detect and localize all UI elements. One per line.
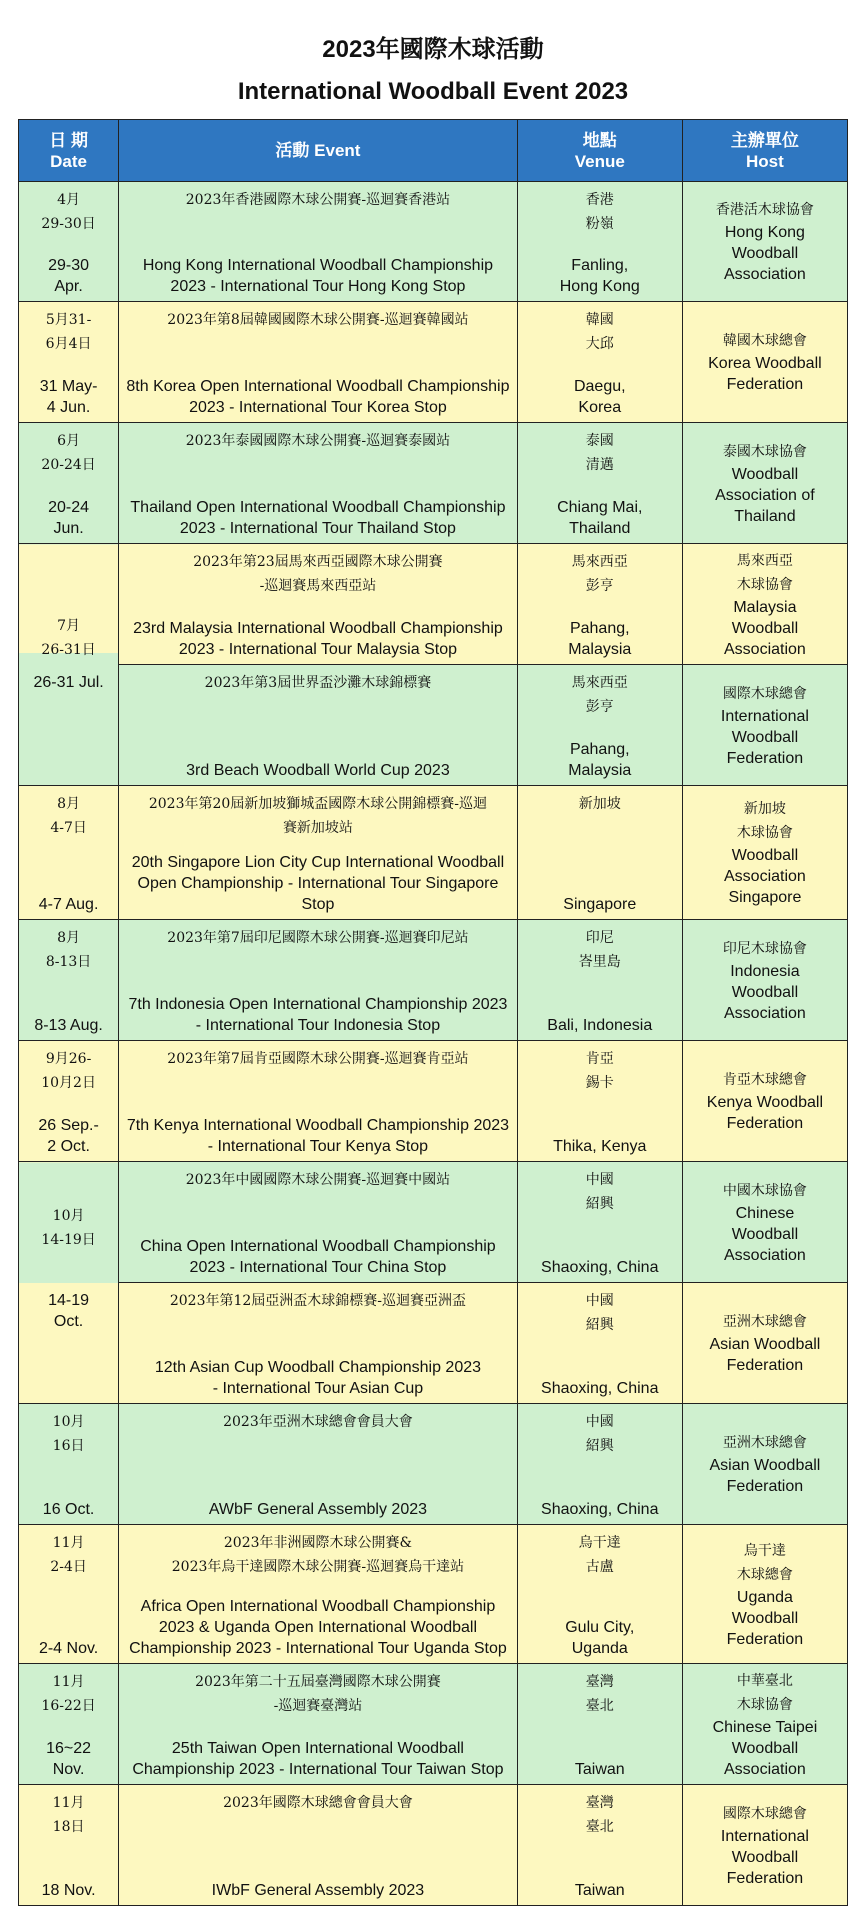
host-en: Woodball Association Singapore bbox=[724, 847, 806, 906]
date-cell-content bbox=[19, 1525, 118, 1663]
event-cell-zh: 2023年第二十五屆臺灣國際木球公開賽 -巡迴賽臺灣站 bbox=[195, 1674, 441, 1714]
event-cell bbox=[119, 1283, 518, 1404]
event-cell-zh: 2023年第3屆世界盃沙灘木球錦標賽 bbox=[204, 675, 432, 691]
host-cell-content bbox=[683, 1041, 847, 1161]
host-zh: 馬來西亞 木球協會 bbox=[736, 552, 793, 593]
table-row bbox=[19, 1525, 848, 1664]
host-cell-content bbox=[683, 1404, 847, 1524]
header-venue: 地點 Venue bbox=[517, 120, 682, 182]
host-cell bbox=[682, 1404, 847, 1525]
event-table bbox=[18, 119, 848, 1906]
host-cell bbox=[682, 665, 847, 786]
header-host: 主辦單位 Host bbox=[682, 120, 847, 182]
date-cell-en: 16 Oct. bbox=[42, 1501, 95, 1518]
host-cell-content bbox=[683, 182, 847, 301]
table-row bbox=[19, 1162, 848, 1283]
host-zh: 國際木球總會 bbox=[722, 685, 807, 702]
date-cell bbox=[19, 302, 119, 423]
event-cell bbox=[119, 1404, 518, 1525]
host-cell bbox=[682, 302, 847, 423]
host-cell-content bbox=[683, 1162, 847, 1282]
host-en: Chinese Taipei Woodball Association bbox=[712, 1718, 818, 1778]
event-cell-en: 12th Asian Cup Woodball Championship 2023 - International Tour Asian Cup bbox=[154, 1359, 482, 1397]
date-cell-zh: 11月 18日 bbox=[52, 1795, 85, 1835]
host-en: Asian Woodball Federation bbox=[709, 1457, 821, 1495]
event-cell-en: 7th Indonesia Open International Championship 2023 - International Tour Indonesia Stop bbox=[128, 996, 508, 1034]
date-cell-en: 18 Nov. bbox=[41, 1882, 96, 1899]
event-cell-en: Thailand Open International Woodball Championship 2023 - International Tour Thailand Stop bbox=[130, 499, 506, 537]
host-zh: 泰國木球協會 bbox=[722, 443, 807, 460]
event-cell-en: 8th Korea Open International Woodball Championship 2023 - International Tour Korea Stop bbox=[126, 378, 510, 416]
event-cell-content bbox=[119, 1785, 517, 1905]
venue-cell-zh: 泰國 清邁 bbox=[585, 433, 614, 473]
event-cell-content bbox=[119, 423, 517, 543]
event-cell-en: AWbF General Assembly 2023 bbox=[208, 1501, 428, 1518]
event-cell-zh: 2023年第20屆新加坡獅城盃國際木球公開錦標賽-巡迴 賽新加坡站 bbox=[148, 796, 488, 836]
date-cell-zh: 11月 2-4日 bbox=[50, 1535, 87, 1575]
date-cell-zh: 8月 8-13日 bbox=[45, 930, 92, 970]
date-cell-en: 29-30 Apr. bbox=[48, 257, 90, 295]
event-cell-en: 3rd Beach Woodball World Cup 2023 bbox=[186, 762, 450, 779]
date-cell-zh: 5月31- 6月4日 bbox=[45, 312, 92, 352]
table-row bbox=[19, 423, 848, 544]
event-cell-en: IWbF General Assembly 2023 bbox=[211, 1882, 425, 1899]
host-en: Chinese Woodball Association bbox=[724, 1204, 806, 1264]
host-en: Indonesia Woodball Association bbox=[724, 962, 806, 1022]
event-cell bbox=[119, 1162, 518, 1283]
venue-cell-zh: 臺灣 臺北 bbox=[585, 1674, 614, 1714]
venue-cell-content bbox=[518, 1041, 682, 1161]
venue-cell-content bbox=[518, 544, 682, 664]
date-cell-content bbox=[19, 920, 118, 1040]
date-cell-en: 8-13 Aug. bbox=[34, 1017, 103, 1034]
venue-cell-content bbox=[518, 423, 682, 543]
event-cell-content bbox=[119, 1041, 517, 1161]
date-cell-zh: 11月 16-22日 bbox=[41, 1674, 96, 1714]
host-cell-content bbox=[683, 920, 847, 1040]
event-cell-content bbox=[119, 786, 517, 919]
date-cell-zh: 10月 14-19日 bbox=[41, 1208, 96, 1248]
venue-cell bbox=[517, 1785, 682, 1906]
venue-cell-en: Chiang Mai, Thailand bbox=[557, 499, 643, 537]
venue-cell bbox=[517, 920, 682, 1041]
host-cell bbox=[682, 1525, 847, 1664]
host-zh: 中華臺北 木球協會 bbox=[736, 1672, 793, 1713]
venue-cell-content bbox=[518, 1664, 682, 1784]
venue-cell bbox=[517, 1664, 682, 1785]
event-cell-en: China Open International Woodball Championship 2023 - International Tour China Stop bbox=[140, 1238, 496, 1276]
host-cell-content bbox=[683, 665, 847, 785]
table-row bbox=[19, 302, 848, 423]
table-row bbox=[19, 1283, 848, 1404]
venue-cell-zh: 新加坡 bbox=[578, 796, 621, 812]
date-cell-en: 4-7 Aug. bbox=[38, 896, 99, 913]
venue-cell-zh: 中國 紹興 bbox=[585, 1414, 614, 1454]
date-cell-zh: 6月 20-24日 bbox=[41, 433, 96, 473]
event-cell-zh: 2023年中國國際木球公開賽-巡迴賽中國站 bbox=[185, 1172, 451, 1188]
host-zh: 香港活木球協會 bbox=[715, 202, 814, 218]
venue-cell-en: Shaoxing, China bbox=[541, 1259, 659, 1276]
date-cell-content bbox=[19, 1785, 118, 1905]
host-en: International Woodball Federation bbox=[720, 1827, 809, 1887]
venue-cell-content bbox=[518, 1785, 682, 1905]
event-cell-zh: 2023年第7屆肯亞國際木球公開賽-巡迴賽肯亞站 bbox=[167, 1051, 469, 1067]
host-en: Asian Woodball Federation bbox=[709, 1336, 821, 1374]
venue-cell-zh: 中國 紹興 bbox=[585, 1172, 614, 1212]
venue-cell-content bbox=[518, 1162, 682, 1282]
date-cell bbox=[19, 182, 119, 302]
venue-cell-en: Pahang, Malaysia bbox=[568, 741, 632, 779]
venue-cell-en: Pahang, Malaysia bbox=[568, 620, 632, 658]
event-cell bbox=[119, 1525, 518, 1664]
event-cell-en: 25th Taiwan Open International Woodball Championship 2023 - International Tour Taiwan Stop bbox=[132, 1740, 504, 1778]
host-zh: 烏干達 木球總會 bbox=[736, 1542, 793, 1583]
venue-cell-zh: 肯亞 錫卡 bbox=[585, 1051, 614, 1091]
table-row bbox=[19, 920, 848, 1041]
date-cell-zh: 9月26- 10月2日 bbox=[41, 1051, 96, 1091]
event-cell-content bbox=[119, 1404, 517, 1524]
host-cell-content bbox=[683, 1525, 847, 1663]
event-cell-en: Africa Open International Woodball Championship 2023 & Uganda Open International Woodball Championship 2023 - International Tour Uganda Stop bbox=[129, 1598, 507, 1657]
date-cell-content bbox=[19, 786, 118, 919]
host-cell-content bbox=[683, 302, 847, 422]
host-cell-content bbox=[683, 1664, 847, 1784]
date-cell-zh: 7月 26-31日 bbox=[41, 618, 96, 658]
host-cell bbox=[682, 786, 847, 920]
event-cell bbox=[119, 302, 518, 423]
venue-cell-content bbox=[518, 182, 682, 301]
host-en: Korea Woodball Federation bbox=[708, 355, 822, 393]
date-cell-content bbox=[19, 182, 118, 301]
event-cell-content bbox=[119, 182, 517, 301]
venue-cell-zh: 韓國 大邱 bbox=[585, 312, 614, 352]
date-cell-en: 26-31 Jul. bbox=[33, 674, 104, 691]
date-cell bbox=[19, 1162, 119, 1404]
date-cell-en: 31 May- 4 Jun. bbox=[39, 378, 98, 416]
date-cell-content bbox=[19, 544, 118, 784]
host-en: Kenya Woodball Federation bbox=[706, 1094, 824, 1132]
date-cell bbox=[19, 1041, 119, 1162]
date-cell-en: 2-4 Nov. bbox=[38, 1640, 99, 1657]
date-cell-content bbox=[19, 302, 118, 422]
date-cell-content bbox=[19, 423, 118, 543]
venue-cell-en: Shaoxing, China bbox=[541, 1501, 659, 1518]
event-cell bbox=[119, 544, 518, 665]
event-cell bbox=[119, 423, 518, 544]
event-cell bbox=[119, 920, 518, 1041]
event-cell bbox=[119, 1664, 518, 1785]
host-cell-content bbox=[683, 1283, 847, 1403]
host-cell bbox=[682, 182, 847, 302]
venue-cell-en: Singapore bbox=[563, 896, 637, 913]
date-cell bbox=[19, 786, 119, 920]
event-cell bbox=[119, 665, 518, 786]
host-zh: 肯亞木球總會 bbox=[722, 1072, 807, 1088]
host-en: Uganda Woodball Federation bbox=[726, 1588, 804, 1648]
venue-cell-en: Bali, Indonesia bbox=[547, 1017, 653, 1034]
date-cell-zh: 4月 29-30日 bbox=[41, 192, 96, 232]
host-zh: 印尼木球協會 bbox=[722, 940, 807, 957]
table-row bbox=[19, 786, 848, 920]
event-cell-en: Hong Kong International Woodball Championship 2023 - International Tour Hong Kong Stop bbox=[142, 257, 494, 295]
venue-cell bbox=[517, 1162, 682, 1283]
host-en: Malaysia Woodball Association bbox=[724, 598, 806, 658]
venue-cell-en: Daegu, Korea bbox=[573, 378, 626, 416]
host-zh: 亞洲木球總會 bbox=[722, 1435, 807, 1451]
venue-cell bbox=[517, 1283, 682, 1404]
host-cell bbox=[682, 1785, 847, 1906]
venue-cell-content bbox=[518, 1404, 682, 1524]
venue-cell-zh: 香港 粉嶺 bbox=[585, 192, 614, 232]
event-cell-content bbox=[119, 1525, 517, 1663]
table-row bbox=[19, 1785, 848, 1906]
event-cell-zh: 2023年香港國際木球公開賽-巡迴賽香港站 bbox=[185, 192, 451, 208]
venue-cell bbox=[517, 786, 682, 920]
event-cell-content bbox=[119, 665, 517, 785]
event-cell-content bbox=[119, 920, 517, 1040]
event-cell-zh: 2023年第12屆亞洲盃木球錦標賽-巡迴賽亞洲盃 bbox=[169, 1293, 467, 1309]
venue-cell-en: Taiwan bbox=[574, 1761, 625, 1778]
event-cell-content bbox=[119, 544, 517, 664]
date-cell-en: 14-19 Oct. bbox=[48, 1292, 90, 1330]
venue-cell-zh: 中國 紹興 bbox=[585, 1293, 614, 1333]
venue-cell-en: Gulu City, Uganda bbox=[565, 1619, 635, 1657]
date-cell bbox=[19, 1664, 119, 1785]
date-cell-content bbox=[19, 1041, 118, 1161]
host-cell-content bbox=[683, 1785, 847, 1905]
event-cell-content bbox=[119, 302, 517, 422]
date-cell bbox=[19, 1525, 119, 1664]
event-cell-zh: 2023年第23屆馬來西亞國際木球公開賽 -巡迴賽馬來西亞站 bbox=[193, 554, 443, 594]
header-row bbox=[19, 120, 848, 182]
event-cell-zh: 2023年第7屆印尼國際木球公開賽-巡迴賽印尼站 bbox=[167, 930, 469, 946]
venue-cell bbox=[517, 423, 682, 544]
event-cell-en: 20th Singapore Lion City Cup International Woodball Open Championship - International Tour Singapore Stop bbox=[131, 854, 505, 913]
date-cell-zh: 10月 16日 bbox=[52, 1414, 85, 1454]
date-cell-en: 20-24 Jun. bbox=[48, 499, 90, 537]
event-cell-en: 7th Kenya International Woodball Championship 2023 - International Tour Kenya Stop bbox=[126, 1117, 510, 1155]
date-cell bbox=[19, 920, 119, 1041]
event-cell-content bbox=[119, 1283, 517, 1403]
venue-cell-content bbox=[518, 920, 682, 1040]
date-cell-content bbox=[19, 1404, 118, 1524]
host-en: Hong Kong Woodball Association bbox=[724, 224, 806, 283]
venue-cell-content bbox=[518, 302, 682, 422]
host-zh: 國際木球總會 bbox=[722, 1805, 807, 1822]
host-cell bbox=[682, 920, 847, 1041]
host-en: Woodball Association of Thailand bbox=[715, 465, 815, 525]
venue-cell-zh: 臺灣 臺北 bbox=[585, 1795, 614, 1835]
event-cell-en: 23rd Malaysia International Woodball Championship 2023 - International Tour Malaysia Stop bbox=[133, 620, 503, 658]
venue-cell-zh: 烏干達 古盧 bbox=[578, 1535, 621, 1575]
host-cell bbox=[682, 1162, 847, 1283]
venue-cell-content bbox=[518, 786, 682, 919]
event-cell bbox=[119, 1041, 518, 1162]
host-cell-content bbox=[683, 544, 847, 664]
host-cell bbox=[682, 1283, 847, 1404]
host-cell bbox=[682, 1664, 847, 1785]
event-cell bbox=[119, 1785, 518, 1906]
event-cell bbox=[119, 786, 518, 920]
table-row bbox=[19, 1664, 848, 1785]
venue-cell-en: Fanling, Hong Kong bbox=[559, 257, 640, 295]
date-cell-en: 26 Sep.- 2 Oct. bbox=[38, 1117, 99, 1155]
venue-cell bbox=[517, 665, 682, 786]
venue-cell bbox=[517, 302, 682, 423]
venue-cell-zh: 印尼 峇里島 bbox=[578, 930, 621, 970]
header-date: 日 期 Date bbox=[19, 120, 119, 182]
host-zh: 新加坡 木球協會 bbox=[736, 801, 793, 841]
title-english: International Woodball Event 2023 bbox=[237, 78, 629, 105]
host-cell-content bbox=[683, 786, 847, 919]
venue-cell-content bbox=[518, 1283, 682, 1403]
venue-cell-content bbox=[518, 665, 682, 785]
date-cell bbox=[19, 1785, 119, 1906]
event-cell-content bbox=[119, 1162, 517, 1282]
host-zh: 中國木球協會 bbox=[722, 1182, 807, 1199]
table-row bbox=[19, 1404, 848, 1525]
host-zh: 韓國木球總會 bbox=[722, 333, 807, 349]
host-cell bbox=[682, 1041, 847, 1162]
date-cell bbox=[19, 544, 119, 786]
event-cell-zh: 2023年第8屆韓國國際木球公開賽-巡迴賽韓國站 bbox=[167, 312, 469, 328]
event-cell-zh: 2023年非洲國際木球公開賽& 2023年烏干達國際木球公開賽-巡迴賽烏干達站 bbox=[171, 1535, 465, 1575]
host-zh: 亞洲木球總會 bbox=[722, 1314, 807, 1330]
event-cell-zh: 2023年亞洲木球總會會員大會 bbox=[223, 1414, 413, 1430]
event-cell-zh: 2023年國際木球總會會員大會 bbox=[223, 1795, 413, 1811]
venue-cell-en: Taiwan bbox=[574, 1882, 625, 1899]
title-chinese: 2023年國際木球活動 bbox=[322, 36, 544, 63]
header-event: 活動 Event bbox=[119, 120, 518, 182]
event-cell-content bbox=[119, 1664, 517, 1784]
venue-cell-zh: 馬來西亞 彭亨 bbox=[571, 675, 628, 715]
table-row bbox=[19, 1041, 848, 1162]
venue-cell bbox=[517, 1404, 682, 1525]
table-row bbox=[19, 182, 848, 302]
date-cell-en: 16~22 Nov. bbox=[46, 1740, 92, 1778]
event-cell bbox=[119, 182, 518, 302]
table-row bbox=[19, 665, 848, 786]
host-cell-content bbox=[683, 423, 847, 543]
venue-cell bbox=[517, 1041, 682, 1162]
event-cell-zh: 2023年泰國國際木球公開賽-巡迴賽泰國站 bbox=[185, 433, 451, 449]
venue-cell bbox=[517, 1525, 682, 1664]
host-en: International Woodball Federation bbox=[720, 707, 809, 767]
date-cell-zh: 8月 4-7日 bbox=[50, 796, 87, 836]
date-cell-content bbox=[19, 1664, 118, 1784]
venue-cell bbox=[517, 544, 682, 665]
host-cell bbox=[682, 544, 847, 665]
venue-cell bbox=[517, 182, 682, 302]
date-cell-content bbox=[19, 1162, 118, 1402]
table-row bbox=[19, 544, 848, 665]
venue-cell-zh: 馬來西亞 彭亨 bbox=[571, 554, 628, 594]
host-cell bbox=[682, 423, 847, 544]
venue-cell-content bbox=[518, 1525, 682, 1663]
venue-cell-en: Thika, Kenya bbox=[553, 1138, 647, 1155]
date-cell bbox=[19, 1404, 119, 1525]
venue-cell-en: Shaoxing, China bbox=[541, 1380, 659, 1397]
date-cell bbox=[19, 423, 119, 544]
